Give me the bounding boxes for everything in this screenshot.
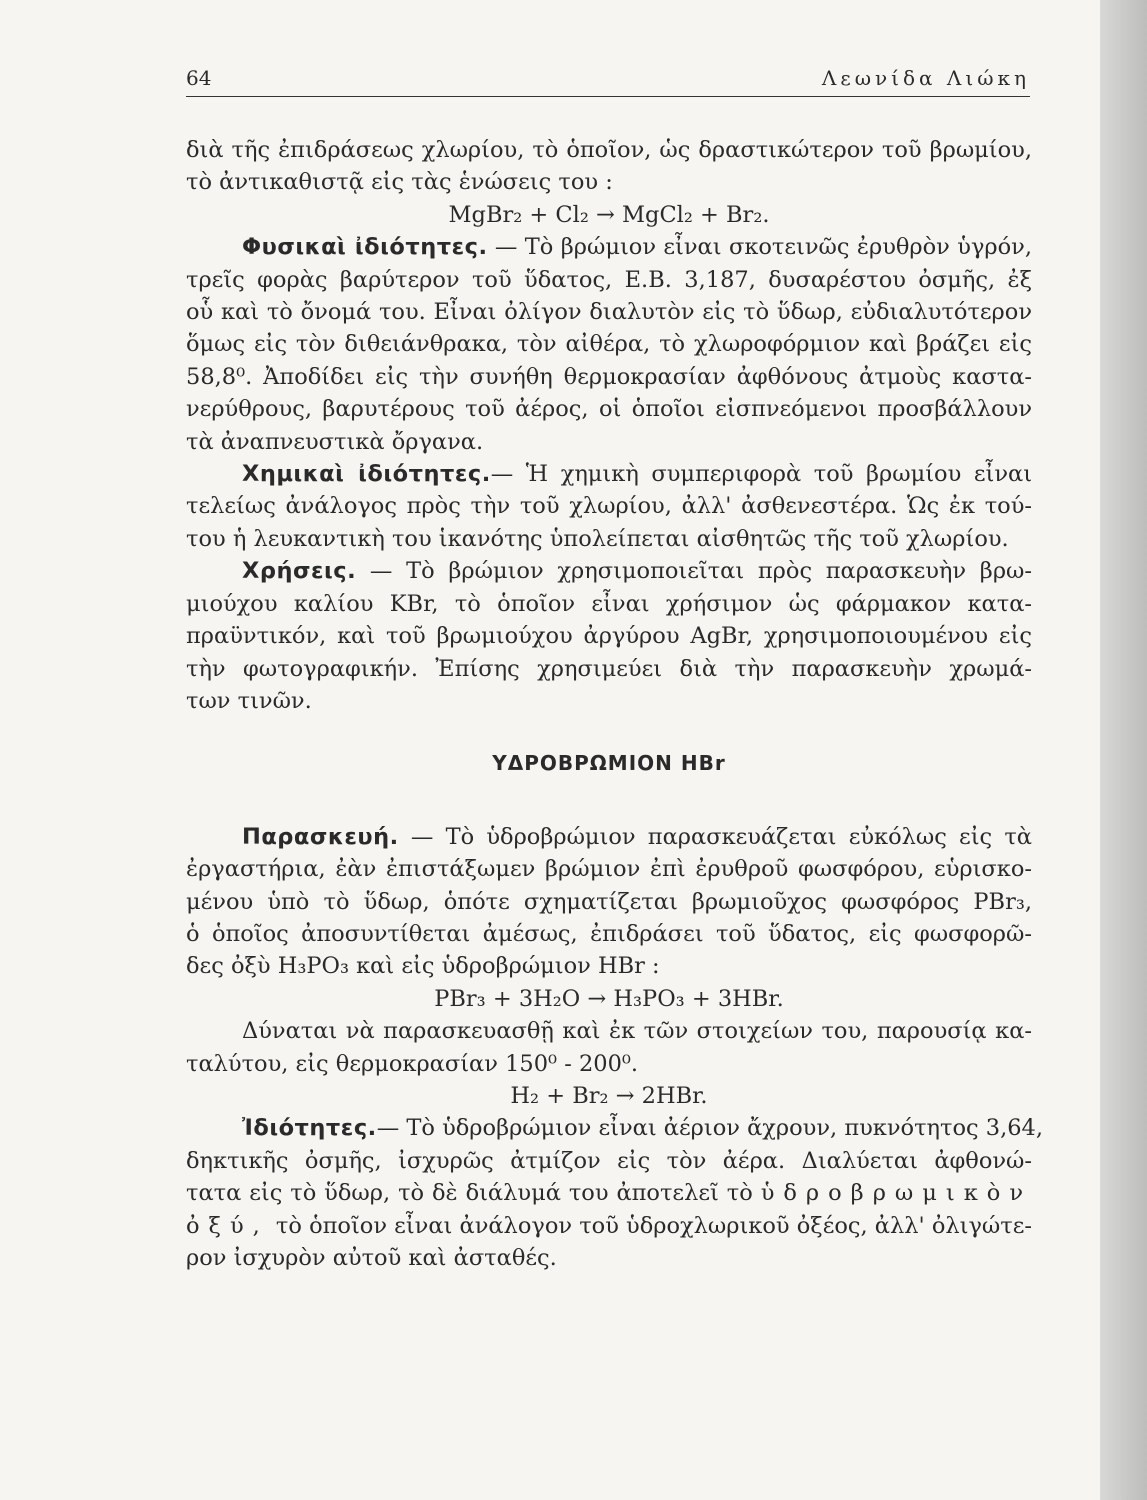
text-run: — Ἡ χημικὴ συμπεριφορὰ τοῦ βρωμίου εἶναι — [490, 461, 1033, 488]
heading-chemical-properties: Χημικαὶ ἰδιότητες. — [242, 461, 491, 488]
text-line: τρεῖς φορὰς βαρύτερον τοῦ ὕδατος, Ε.Β. 3,187, δυσαρέστου ὀσμῆς, ἐξ — [186, 266, 1032, 293]
heading-physical-properties: Φυσικαὶ ἰδιότητες. — [242, 234, 488, 261]
text-line: δηκτικῆς ὀσμῆς, ἰσχυρῶς ἀτμίζον εἰς τὸν ἀέρα. Διαλύεται ἀφθονώ- — [186, 1147, 1032, 1174]
paragraph-physical-properties — [186, 231, 1032, 263]
paragraph-preparation — [186, 821, 1032, 853]
text-run: — Τὸ ὑδροβρώμιον παρασκευάζεται εὐκόλως εἰς τὰ — [398, 823, 1032, 850]
text-line: ὁ ὁποῖος ἀποσυντίθεται ἀμέσως, ἐπιδράσει τοῦ ὕδατος, εἰς φωσφορῶ- — [186, 920, 1032, 947]
text-line: των τινῶν. — [186, 687, 312, 714]
text-line: ρον ἰσχυρὸν αὐτοῦ καὶ ἀσταθές. — [186, 1245, 557, 1271]
text-line: διὰ τῆς ἐπιδράσεως χλωρίου, τὸ ὁποῖον, ὡς δραστικώτερον τοῦ βρωμίου, — [186, 137, 1032, 163]
text-line — [186, 1210, 1032, 1242]
text-line: οὗ καὶ τὸ ὄνομά του. Εἶναι ὀλίγον διαλυτὸν εἰς τὸ ὕδωρ, εὐδιαλυτότερον — [186, 299, 1032, 326]
spaced-term: ὀξύ, — [186, 1212, 269, 1239]
text-run: τατα εἰς τὸ ὕδωρ, τὸ δὲ διάλυμά του ἀποτελεῖ τὸ — [186, 1180, 761, 1207]
text-run: — Τὸ βρώμιον εἶναι σκοτεινῶς ἐρυθρὸν ὑγρόν, — [487, 234, 1032, 261]
text-line: τελείως ἀνάλογος πρὸς τὴν τοῦ χλωρίου, ἀλλ' ἀσθενεστέρα. Ὡς ἐκ τού- — [186, 493, 1032, 520]
text-line: μένου ὑπὸ τὸ ὕδωρ, ὁπότε σχηματίζεται βρωμιοῦχος φωσφόρος PBr₃, — [186, 888, 1032, 915]
paragraph-chemical-properties — [186, 458, 1032, 490]
heading-properties: Ἰδιότητες. — [242, 1115, 377, 1142]
paragraph-uses — [186, 555, 1032, 587]
page-body — [186, 134, 1044, 1274]
equation-3: H₂ + Br₂ → 2HBr. — [510, 1082, 708, 1109]
text-line: δες ὀξὺ H₃PO₃ καὶ εἰς ὑδροβρώμιον HBr : — [186, 953, 660, 980]
text-line: τὴν φωτογραφικήν. Ἐπίσης χρησιμεύει διὰ τὴν παρασκευὴν χρωμά- — [186, 655, 1032, 682]
text-line: ὅμως εἰς τὸν διθειάνθρακα, τὸν αἰθέρα, τὸ χλωροφόρμιον καὶ βράζει εἰς — [186, 331, 1032, 358]
text-line: 58,8⁰. Ἀποδίδει εἰς τὴν συνήθη θερμοκρασίαν ἀφθόνους ἀτμοὺς καστα- — [186, 363, 1032, 390]
text-line — [186, 1177, 1032, 1209]
text-run: — Τὸ βρώμιον χρησιμοποιεῖται πρὸς παρασκευὴν βρω- — [356, 558, 1032, 585]
text-line: νερύθρους, βαρυτέρους τοῦ ἀέρος, οἱ ὁποῖοι εἰσπνεόμενοι προσβάλλουν — [186, 396, 1032, 423]
text-line: τὰ ἀναπνευστικὰ ὄργανα. — [186, 428, 484, 455]
heading-preparation: Παρασκευή. — [242, 823, 399, 850]
running-title: Λεωνίδα Λιώκη — [821, 66, 1030, 90]
text-run: τὸ ὁποῖον εἶναι ἀνάλογον τοῦ ὑδροχλωρικοῦ ὀξέος, ἀλλ' ὀλιγώτε- — [268, 1212, 1032, 1239]
text-line: τὸ ἀντικαθιστᾷ εἰς τὰς ἑνώσεις του : — [186, 169, 613, 196]
text-line: μιούχου καλίου KBr, τὸ ὁποῖον εἶναι χρήσιμον ὡς φάρμακον κατα- — [186, 590, 1032, 617]
page-number: 64 — [186, 66, 212, 90]
page-edge-shadow — [1100, 0, 1147, 1500]
section-title: ΥΔΡΟΒΡΩΜΙΟΝ HBr — [492, 751, 726, 776]
equation-1: MgBr₂ + Cl₂ → MgCl₂ + Br₂. — [448, 201, 770, 228]
paragraph-properties — [186, 1112, 1044, 1144]
heading-uses: Χρήσεις. — [242, 558, 357, 585]
text-line: πραϋντικόν, καὶ τοῦ βρωμιούχου ἀργύρου AgBr, χρησιμοποιουμένου εἰς — [186, 623, 1032, 650]
equation-2: PBr₃ + 3H₂O → H₃PO₃ + 3HBr. — [434, 985, 784, 1012]
text-line: ἐργαστήρια, ἐὰν ἐπιστάξωμεν βρώμιον ἐπὶ ἐρυθροῦ φωσφόρου, εὑρισκο- — [186, 856, 1032, 883]
text-line: του ἡ λευκαντικὴ του ἱκανότης ὑπολείπεται αἰσθητῶς τῆς τοῦ χλωρίου. — [186, 525, 1009, 552]
page-header — [186, 62, 1030, 97]
text-line: Δύναται νὰ παρασκευασθῇ καὶ ἐκ τῶν στοιχείων του, παρουσίᾳ κα- — [242, 1018, 1032, 1045]
text-run: — Τὸ ὑδροβρώμιον εἶναι ἀέριον ἄχρουν, πυκνότητος 3,64, — [376, 1115, 1044, 1142]
text-line: ταλύτου, εἰς θερμοκρασίαν 150⁰ - 200⁰. — [186, 1050, 639, 1077]
spaced-term: ὑδροβρωμικὸν — [760, 1180, 1032, 1207]
